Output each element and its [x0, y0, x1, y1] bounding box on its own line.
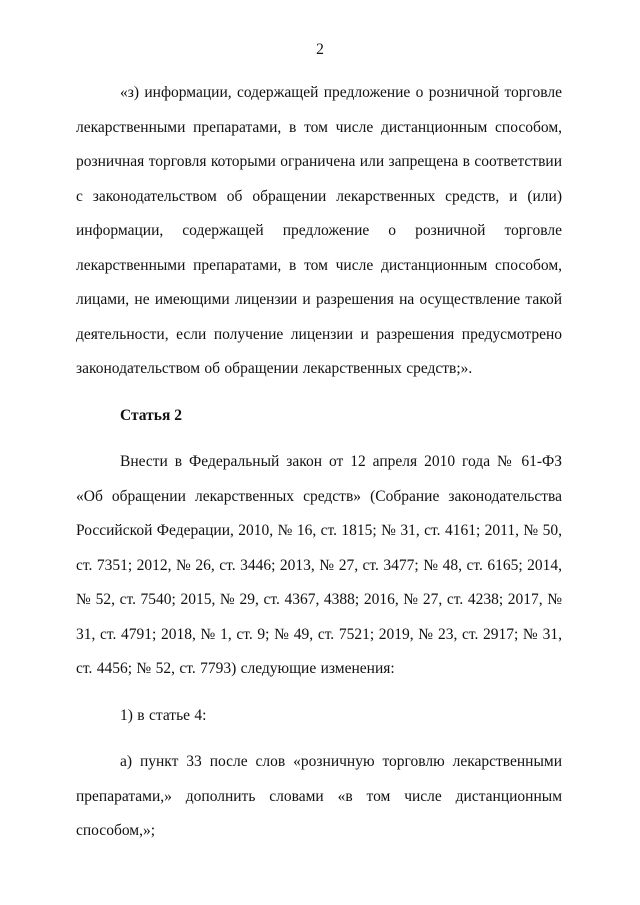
- document-body: [76, 76, 562, 849]
- paragraph-subclause-z: «з) информации, содержащей предложение о розничной торговле лекарственными препаратами, в том числе дистанционным способом, розничная торговля которыми ограничена или запрещена в соответствии с законодательством об обращении лекарственных средств, и (или) информации, содержащей предложение о розничной торговле лекарственными препаратами, в том числе дистанционным способом, лицами, не имеющими лицензии и разрешения на осуществление такой деятельности, если получение лицензии и разрешения предусмотрено законодательством об обращении лекарственных средств;».: [76, 84, 562, 377]
- paragraph-amendment-intro: Внести в Федеральный закон от 12 апреля 2010 года № 61-ФЗ «Об обращении лекарственных средств» (Собрание законодательства Российской Федерации, 2010, № 16, ст. 1815; № 31, ст. 4161; 2011, № 50, ст. 7351; 2012, № 26, ст. 3446; 2013, № 27, ст. 3477; № 48, ст. 6165; 2014, № 52, ст. 7540; 2015, № 29, ст. 4367, 4388; 2016, № 27, ст. 4238; 2017, № 31, ст. 4791; 2018, № 1, ст. 9; № 49, ст. 7521; 2019, № 23, ст. 2917; № 31, ст. 4456; № 52, ст. 7793) следующие изменения:: [76, 453, 562, 677]
- paragraph-item-a: а) пункт 33 после слов «розничную торговлю лекарственными препаратами,» дополнить словами «в том числе дистанционным способом,»;: [76, 753, 562, 839]
- paragraph-item-1: 1) в статье 4:: [120, 706, 207, 724]
- page-number: 2: [316, 41, 324, 58]
- article-heading: Статья 2: [120, 406, 182, 424]
